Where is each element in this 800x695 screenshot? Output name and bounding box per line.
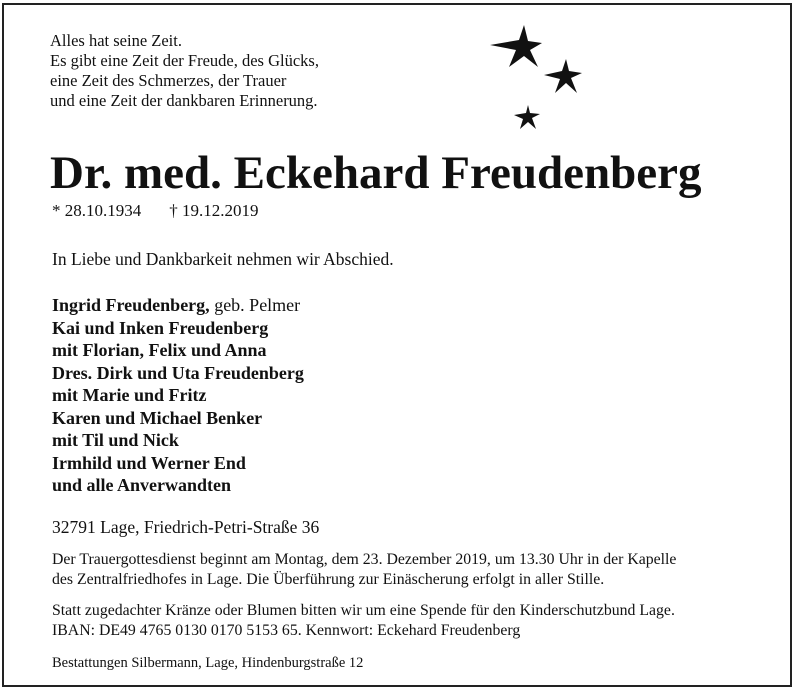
donation-line: Statt zugedachter Kränze oder Blumen bitten wir um eine Spende für den Kinderschutzbund Lage. xyxy=(52,602,675,619)
mourner: Ingrid Freudenberg, geb. Pelmer xyxy=(52,295,301,315)
motto-line: Alles hat seine Zeit. xyxy=(50,31,182,50)
motto-line: Es gibt eine Zeit der Freude, des Glücks, xyxy=(50,51,319,70)
mourner: Dres. Dirk und Uta Freudenberg xyxy=(52,362,304,383)
birth-date: * 28.10.1934 xyxy=(52,201,142,220)
mourner: und alle Anverwandten xyxy=(52,475,232,495)
donation-line: IBAN: DE49 4765 0130 0170 5153 65. Kennwort: Eckehard Freudenberg xyxy=(52,621,521,639)
obituary-notice xyxy=(2,3,792,687)
star-icon xyxy=(490,25,542,67)
mourners-list xyxy=(52,294,304,497)
star-icon xyxy=(514,105,540,129)
life-dates xyxy=(52,199,259,223)
motto-line: und eine Zeit der dankbaren Erinnerung. xyxy=(50,91,318,110)
stars-decoration xyxy=(484,23,594,138)
mourner: Irmhild und Werner End xyxy=(52,452,246,473)
farewell-line: In Liebe und Dankbarkeit nehmen wir Abschied. xyxy=(52,249,394,269)
family-address: 32791 Lage, Friedrich-Petri-Straße 36 xyxy=(52,517,320,537)
star-icon xyxy=(544,59,582,93)
mourner: Karen und Michael Benker xyxy=(52,407,263,428)
maiden-name: geb. Pelmer xyxy=(209,295,301,315)
deceased-name: Dr. med. Eckehard Freudenberg xyxy=(50,147,702,199)
mourner: Kai und Inken Freudenberg xyxy=(52,317,269,338)
donation-info xyxy=(52,601,675,640)
service-line: des Zentralfriedhofes in Lage. Die Überführung zur Einäscherung erfolgt in aller Stille. xyxy=(52,570,605,588)
motto xyxy=(50,31,319,111)
service-info xyxy=(52,550,676,589)
motto-line: eine Zeit des Schmerzes, der Trauer xyxy=(50,71,287,90)
death-date: † 19.12.2019 xyxy=(169,201,259,220)
mourner: mit Florian, Felix und Anna xyxy=(52,340,267,360)
mourner: mit Til und Nick xyxy=(52,430,179,450)
mourner: mit Marie und Fritz xyxy=(52,385,207,405)
undertaker-info: Bestattungen Silbermann, Lage, Hindenburgstraße 12 xyxy=(52,655,364,671)
service-line: Der Trauergottesdienst beginnt am Montag, dem 23. Dezember 2019, um 13.30 Uhr in der Kapelle xyxy=(52,551,677,568)
